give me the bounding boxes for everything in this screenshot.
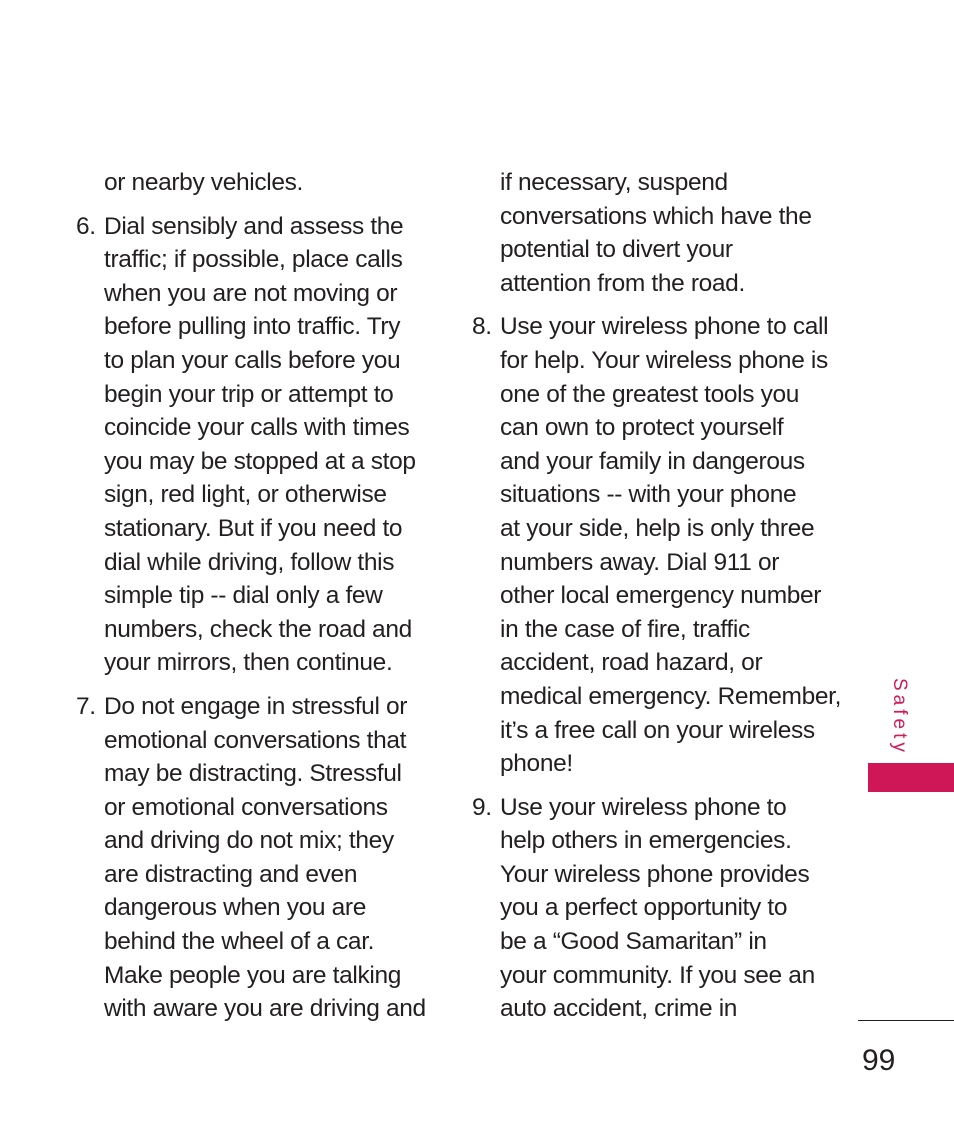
- text-line: potential to divert your: [500, 236, 733, 264]
- text-line: attention from the road.: [500, 269, 745, 297]
- section-tab-label: Safety: [889, 678, 910, 756]
- text-line: and your family in dangerous: [500, 447, 805, 475]
- text-line: simple tip -- dial only a few: [104, 582, 383, 610]
- text-line: for help. Your wireless phone is: [500, 346, 828, 374]
- text-line: numbers, check the road and: [104, 615, 412, 643]
- right-column: [472, 166, 842, 1036]
- text-line: accident, road hazard, or: [500, 649, 763, 677]
- text-line: medical emergency. Remember,: [500, 682, 842, 710]
- text-line: may be distracting. Stressful: [104, 760, 402, 788]
- text-line: begin your trip or attempt to: [104, 380, 394, 408]
- text-line: are distracting and even: [104, 860, 358, 888]
- text-line: Use your wireless phone to: [500, 793, 787, 821]
- list-item-8: [472, 310, 842, 780]
- left-column: [76, 166, 448, 1036]
- list-item-7: [76, 690, 448, 1026]
- text-line: behind the wheel of a car.: [104, 928, 375, 956]
- footer-divider: [858, 1020, 954, 1021]
- text-line: dial while driving, follow this: [104, 548, 395, 576]
- text-line: and driving do not mix; they: [104, 827, 394, 855]
- text-line: conversations which have the: [500, 202, 812, 230]
- text-line: can own to protect yourself: [500, 414, 784, 442]
- text-line: other local emergency number: [500, 582, 822, 610]
- text-line: phone!: [500, 750, 573, 778]
- list-item-9: [472, 791, 838, 1026]
- text-line: situations -- with your phone: [500, 481, 797, 509]
- text-line: your mirrors, then continue.: [104, 649, 393, 677]
- text-line: when you are not moving or: [104, 279, 398, 307]
- text-line: sign, red light, or otherwise: [104, 481, 387, 509]
- text-line: coincide your calls with times: [104, 414, 410, 442]
- text-line: traffic; if possible, place calls: [104, 246, 403, 274]
- text-line: you a perfect opportunity to: [500, 894, 788, 922]
- text-line: auto accident, crime in: [500, 995, 738, 1023]
- text-line: dangerous when you are: [104, 894, 366, 922]
- item-number: 9.: [472, 793, 492, 821]
- text-line: Do not engage in stressful or: [104, 692, 408, 720]
- text-line: or nearby vehicles.: [104, 169, 303, 196]
- item-number: 8.: [472, 313, 492, 341]
- text-line: Dial sensibly and assess the: [104, 212, 404, 240]
- list-item-6: [76, 210, 448, 680]
- text-line: if necessary, suspend: [500, 169, 728, 196]
- text-line: emotional conversations that: [104, 726, 407, 754]
- text-line: be a “Good Samaritan” in: [500, 928, 767, 956]
- text-line: Your wireless phone provides: [500, 860, 810, 888]
- text-line: numbers away. Dial 911 or: [500, 548, 780, 576]
- left-continuation: [76, 166, 448, 200]
- item-number: 6.: [76, 212, 96, 240]
- text-line: at your side, help is only three: [500, 514, 815, 542]
- text-line: in the case of fire, traffic: [500, 615, 750, 643]
- text-line: help others in emergencies.: [500, 827, 792, 855]
- text-line: Make people you are talking: [104, 961, 401, 989]
- text-line: Use your wireless phone to call: [500, 313, 829, 341]
- text-line: or emotional conversations: [104, 793, 388, 821]
- text-line: stationary. But if you need to: [104, 514, 403, 542]
- page-number: 99: [862, 1044, 896, 1077]
- text-line: you may be stopped at a stop: [104, 447, 416, 475]
- item-number: 7.: [76, 692, 96, 720]
- text-line: before pulling into traffic. Try: [104, 313, 401, 341]
- text-line: with aware you are driving and: [104, 995, 426, 1023]
- right-continuation: [472, 166, 838, 300]
- text-line: to plan your calls before you: [104, 346, 401, 374]
- text-line: it’s a free call on your wireless: [500, 716, 815, 744]
- text-line: one of the greatest tools you: [500, 380, 800, 408]
- section-tab-bar: [868, 763, 954, 792]
- text-line: your community. If you see an: [500, 961, 815, 989]
